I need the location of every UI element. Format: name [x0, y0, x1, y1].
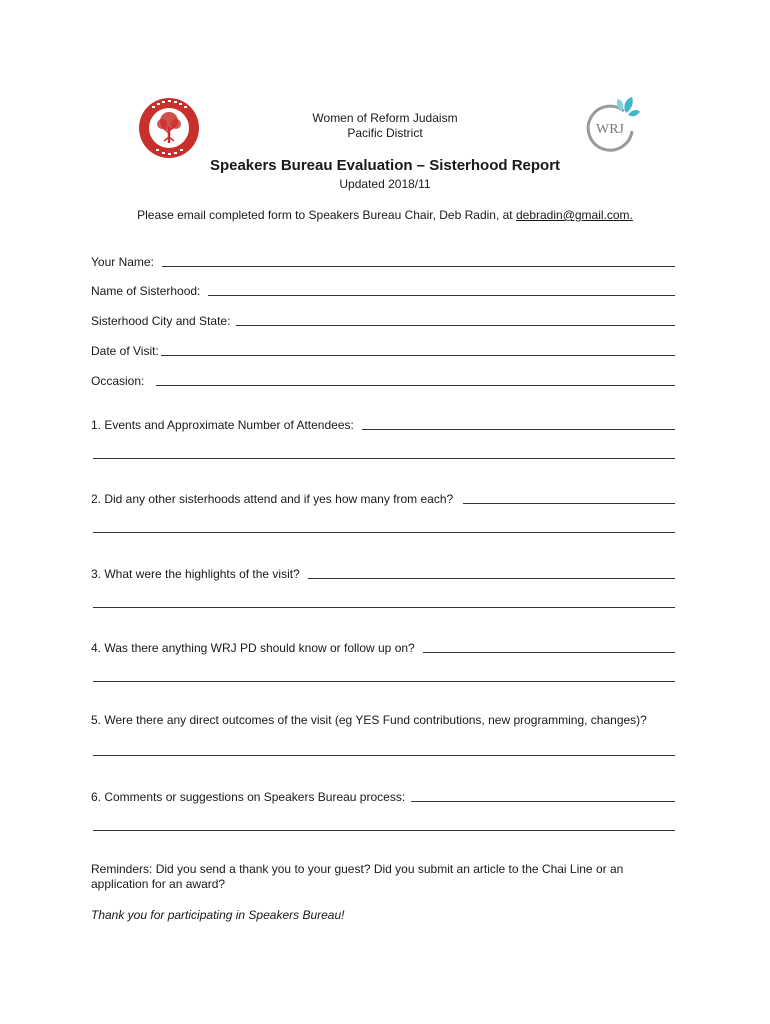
field-occasion[interactable]	[91, 372, 675, 388]
field-label: Date of Visit:	[91, 344, 159, 358]
answer-line-6[interactable]	[93, 830, 675, 831]
answer-line-2[interactable]	[93, 532, 675, 533]
email-link[interactable]: debradin@gmail.com.	[515, 208, 633, 222]
instructions	[0, 208, 770, 222]
page-title: Speakers Bureau Evaluation – Sisterhood Report	[209, 157, 561, 174]
question-label: 1. Events and Approximate Number of Attendees:	[91, 418, 354, 432]
question-3[interactable]	[91, 565, 675, 581]
fill-line[interactable]	[208, 294, 675, 296]
field-your-name[interactable]	[91, 253, 675, 269]
reminders-line-1: Reminders: Did you send a thank you to your guest? Did you submit an article to the Chai Line or an	[91, 862, 624, 876]
answer-line-4[interactable]	[93, 681, 675, 682]
question-label: 2. Did any other sisterhoods attend and if yes how many from each?	[91, 492, 454, 506]
field-city-state[interactable]	[91, 312, 675, 328]
answer-line-5[interactable]	[93, 755, 675, 756]
field-label: Occasion:	[91, 374, 145, 388]
fill-line[interactable]	[162, 265, 675, 267]
svg-text:WRJ: WRJ	[596, 122, 624, 137]
fill-line[interactable]	[423, 651, 675, 653]
fill-line[interactable]	[362, 428, 675, 430]
field-date-of-visit[interactable]	[91, 342, 675, 358]
fill-line[interactable]	[236, 324, 675, 326]
answer-line-1[interactable]	[93, 458, 675, 459]
question-5-label: 5. Were there any direct outcomes of the visit (eg YES Fund contributions, new programming, changes)?	[91, 713, 647, 727]
fill-line[interactable]	[411, 800, 675, 802]
question-2[interactable]	[91, 490, 675, 506]
answer-line-3[interactable]	[93, 607, 675, 608]
question-label: 6. Comments or suggestions on Speakers Bureau process:	[91, 790, 406, 804]
thank-you-note: Thank you for participating in Speakers Bureau!	[91, 908, 345, 922]
fill-line[interactable]	[156, 384, 675, 386]
org-name: Women of Reform Judaism	[312, 111, 458, 125]
fill-line[interactable]	[161, 354, 675, 356]
field-label: Name of Sisterhood:	[91, 284, 201, 298]
field-sisterhood-name[interactable]	[91, 282, 675, 298]
instructions-text: Please email completed form to Speakers Bureau Chair, Deb Radin, at	[137, 208, 516, 222]
question-label: 4. Was there anything WRJ PD should know or follow up on?	[91, 641, 415, 655]
question-6[interactable]	[91, 788, 675, 804]
field-label: Sisterhood City and State:	[91, 314, 231, 328]
question-1[interactable]	[91, 416, 675, 432]
question-4[interactable]	[91, 639, 675, 655]
fill-line[interactable]	[308, 577, 675, 579]
updated-date: Updated 2018/11	[339, 177, 431, 191]
question-label: 3. What were the highlights of the visit?	[91, 567, 300, 581]
org-district: Pacific District	[347, 126, 423, 140]
fill-line[interactable]	[463, 502, 675, 504]
field-label: Your Name:	[91, 255, 154, 269]
reminders-line-2: application for an award?	[91, 877, 226, 891]
